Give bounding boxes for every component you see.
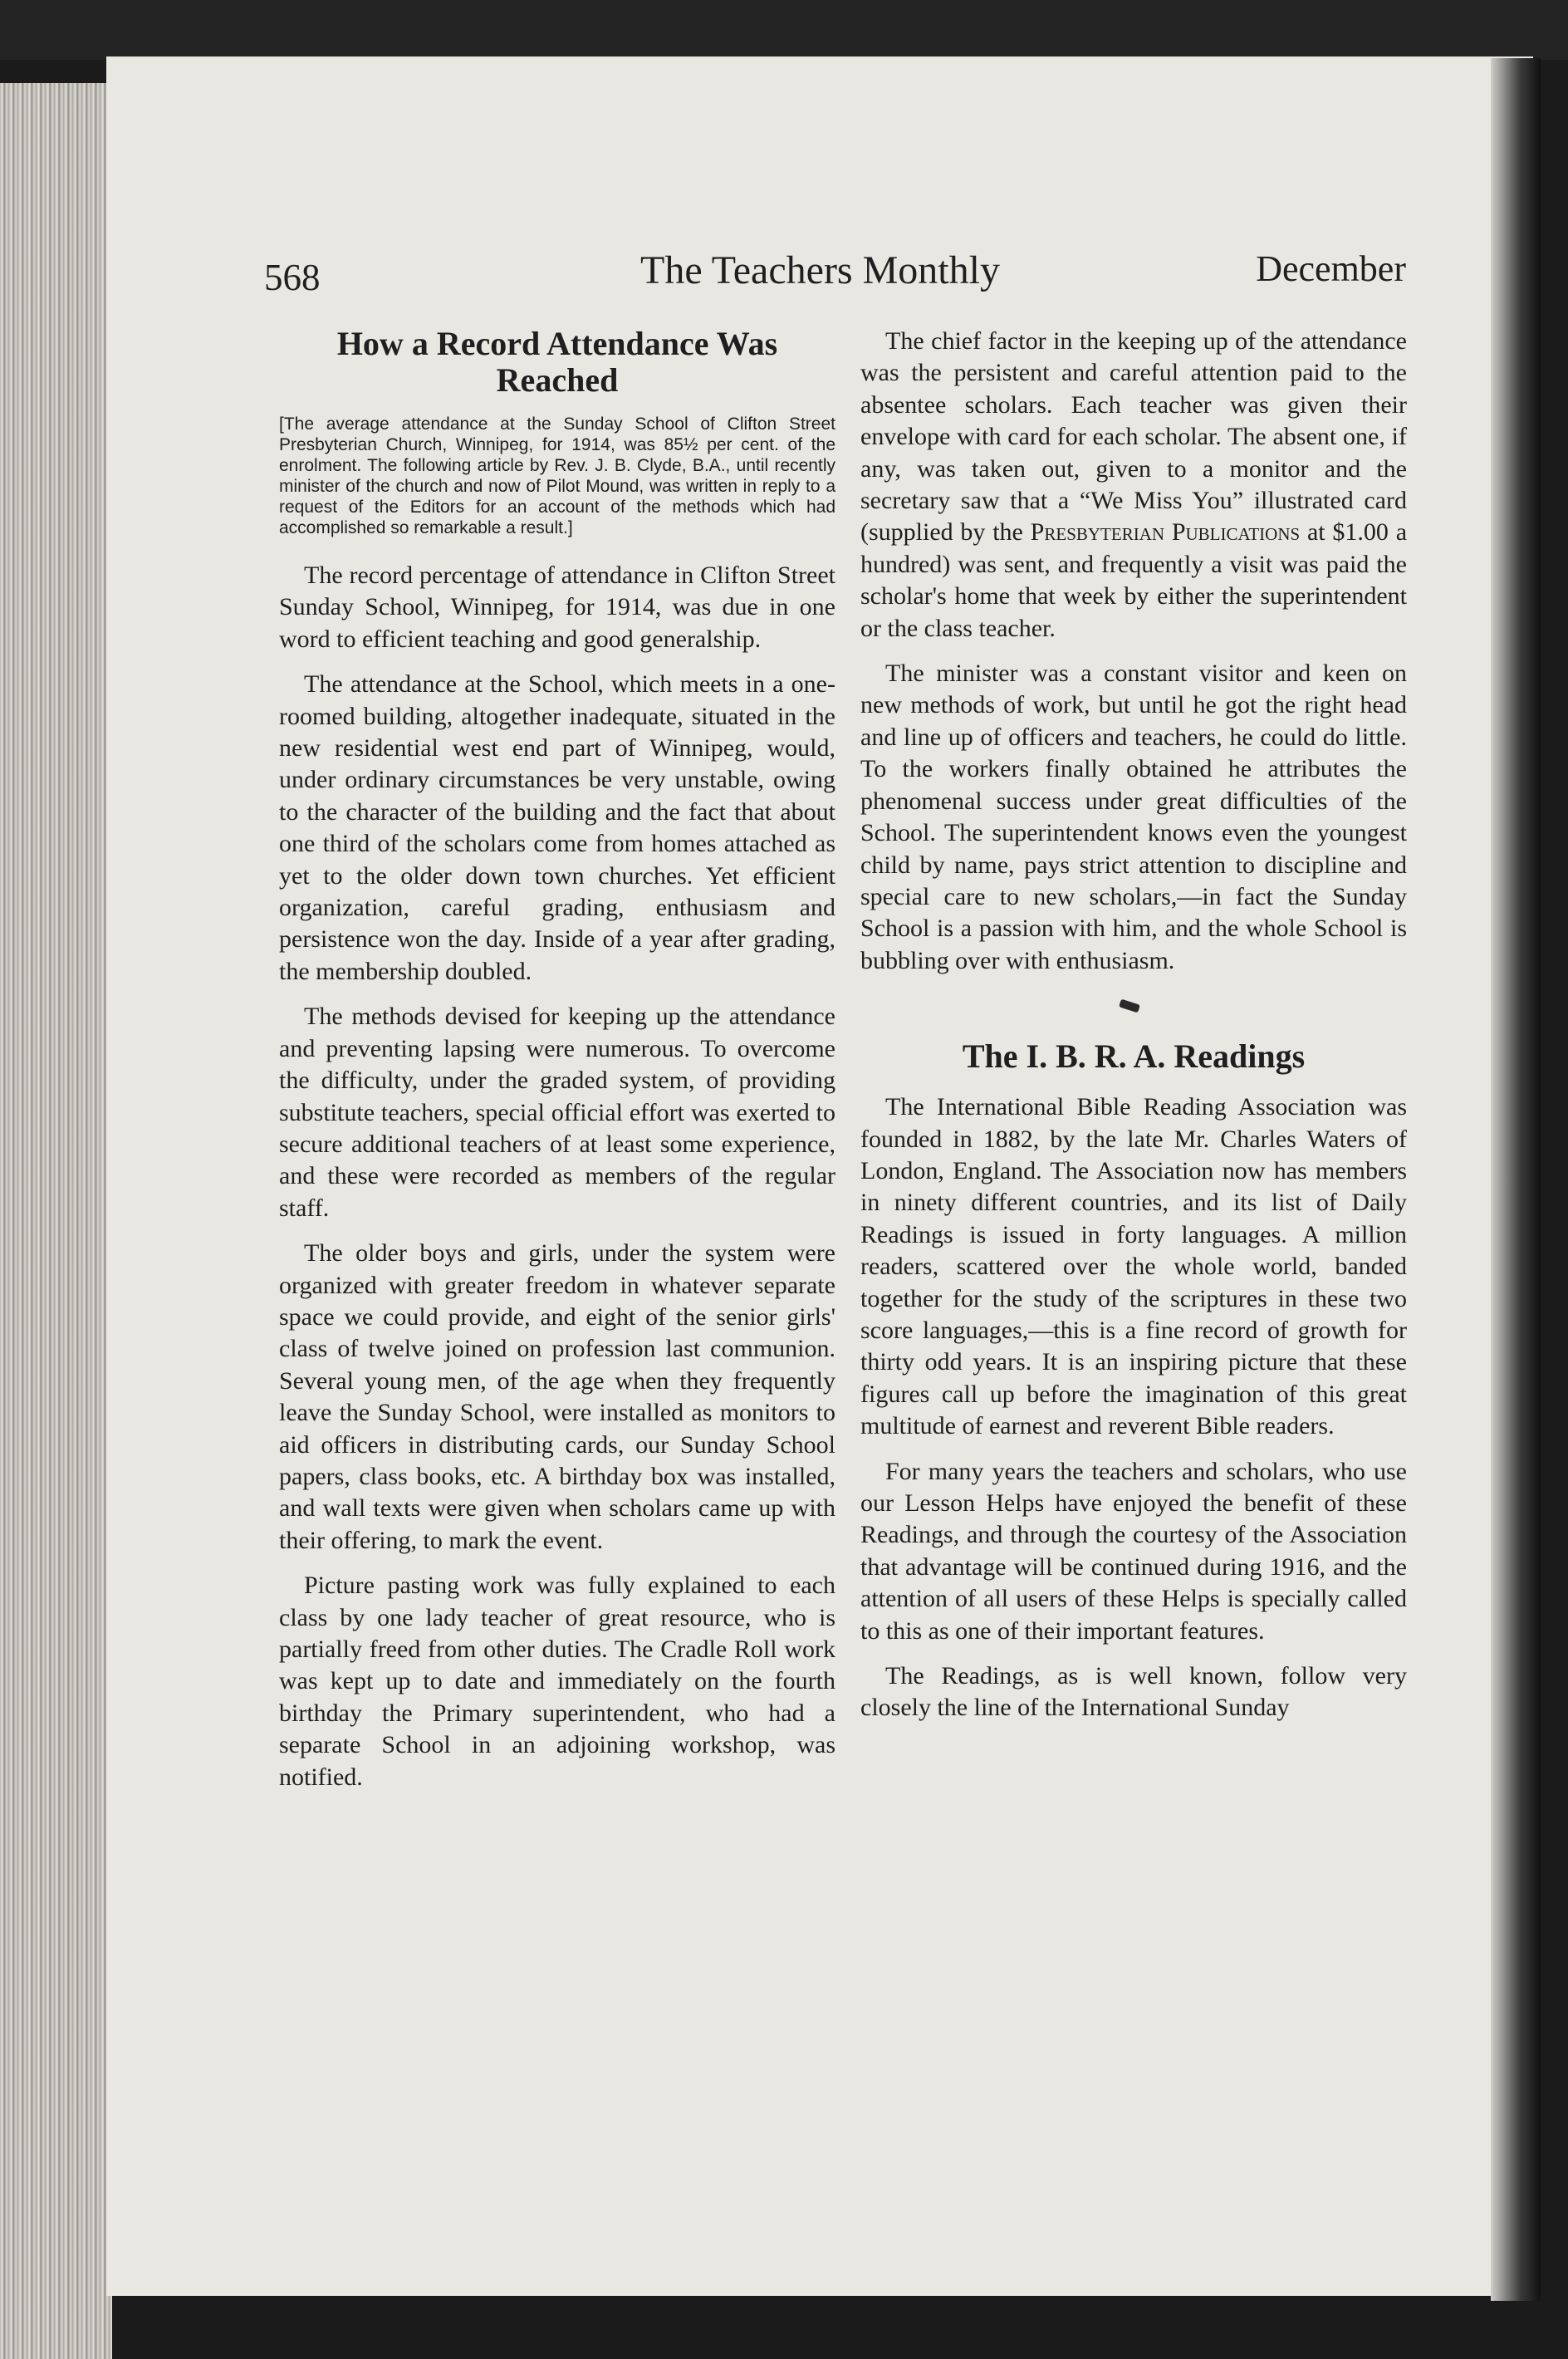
paragraph: For many years the teachers and scholars, who use our Lesson Helps have enjoyed the benefit of these Readings, and through the courtesy of the Association that advantage will be continued during 1916, and the attention of all users of these Helps is specially called to this as one of their important features. bbox=[860, 1457, 1407, 1645]
paragraph: The methods devised for keeping up the attendance and preventing lapsing were numerous. To overcome the difficulty, under the graded system, of providing substitute teachers, special official effort was exerted to secure additional teachers of at least some experience, and these were recorded as members of the regular staff. bbox=[279, 1003, 835, 1222]
issue-month: December bbox=[1256, 248, 1406, 289]
paragraph: The attendance at the School, which meets in a one-roomed building, altogether inadequate, situated in the new residential west end part of Winnipeg, would, under ordinary circumstances be very unstable, owing to the character of the building and the fact that about one third of the scholars come from homes attached as yet to the older down town churches. Yet efficient organization, careful grading, enthusiasm and persistence won the day. Inside of a year after grading, the membership doubled. bbox=[279, 670, 835, 985]
journal-title: The Teachers Monthly bbox=[640, 248, 1000, 292]
paragraph: The record percentage of attendance in Clifton Street Sunday School, Winnipeg, for 1914, was due in one word to efficient teaching and good generalship. bbox=[279, 562, 835, 653]
paragraph-text: The chief factor in the keeping up of the attendance was the persistent and careful attention paid to the absentee scholars. Each teacher was given their envelope with card for each scholar. The absent one, if any, was taken out, given to a monitor and the secretary saw that a “We Miss You” illustrated card (supplied by the bbox=[860, 327, 1407, 547]
paragraph: Picture pasting work was fully explained to each class by one lady teacher of great resource, who is partially freed from other duties. The Cradle Roll work was kept up to date and immediately on the fourth birthday the Primary superintendent, who had a separate School in an adjoining workshop, was notified. bbox=[279, 1572, 835, 1791]
paragraph bbox=[860, 326, 1407, 645]
publisher-name: Presbyterian Publications bbox=[1030, 518, 1301, 547]
left-column bbox=[279, 326, 835, 1807]
paragraph: The older boys and girls, under the system were organized with greater freedom in whatever separate space we could provide, and eight of the senior girls' class of twelve joined on profession last communion. Several young men, of the age when they frequently leave the Sunday School, were installed as monitors to aid officers in distributing cards, our Sunday School papers, class books, etc. A birthday box was installed, and wall texts were given when scholars came up with their offering, to mark the event. bbox=[279, 1239, 835, 1554]
article-title: The I. B. R. A. Readings bbox=[962, 1037, 1306, 1076]
paragraph: The minister was a constant visitor and keen on new methods of work, but until he got the right head and line up of officers and teachers, he could do little. To the workers finally obtained he attributes the phenomenal success under great difficulties of the School. The superintendent knows even the youngest child by name, pays strict attention to discipline and special care to new scholars,—in fact the Sunday School is a passion with him, and the whole School is bubbling over with enthusiasm. bbox=[860, 660, 1407, 974]
editor-note: [The average attendance at the Sunday School of Clifton Street Presbyterian Church, Winnipeg, for 1914, was 85½ per cent. of the enrolment. The following article by Rev. J. B. Clyde, B.A., until recently minister of the church and now of Pilot Mound, was written in reply to a request of the Editors for an account of the methods which had accomplished so remarkable a result.] bbox=[279, 414, 835, 537]
article-title: How a Record Attendance Was Reached bbox=[336, 325, 778, 399]
paragraph: The Readings, as is well known, follow very closely the line of the International Sunday bbox=[860, 1662, 1407, 1722]
right-column bbox=[860, 326, 1407, 1738]
paragraph: The International Bible Reading Association was founded in 1882, by the late Mr. Charles Waters of London, England. The Association now has members in ninety different countries, and its list of Daily Readings is issued in forty languages. A million readers, scattered over the whole world, banded together for the study of the scriptures in these two score languages,—this is a fine record of growth for thirty odd years. It is an inspiring picture that these figures call up before the imagination of this great multitude of earnest and reverent Bible readers. bbox=[860, 1093, 1407, 1440]
paragraph-text: at $1.00 a hundred) was sent, and frequently a visit was paid the scholar's home that week by either the superintendent or the class teacher. bbox=[860, 518, 1408, 642]
scan-top-band bbox=[0, 0, 1568, 60]
running-head bbox=[264, 248, 1406, 306]
binding-shadow bbox=[1491, 58, 1541, 2301]
page-number: 568 bbox=[264, 257, 321, 298]
book-page-edges bbox=[0, 83, 112, 2359]
section-separator-mark bbox=[1119, 999, 1140, 1013]
